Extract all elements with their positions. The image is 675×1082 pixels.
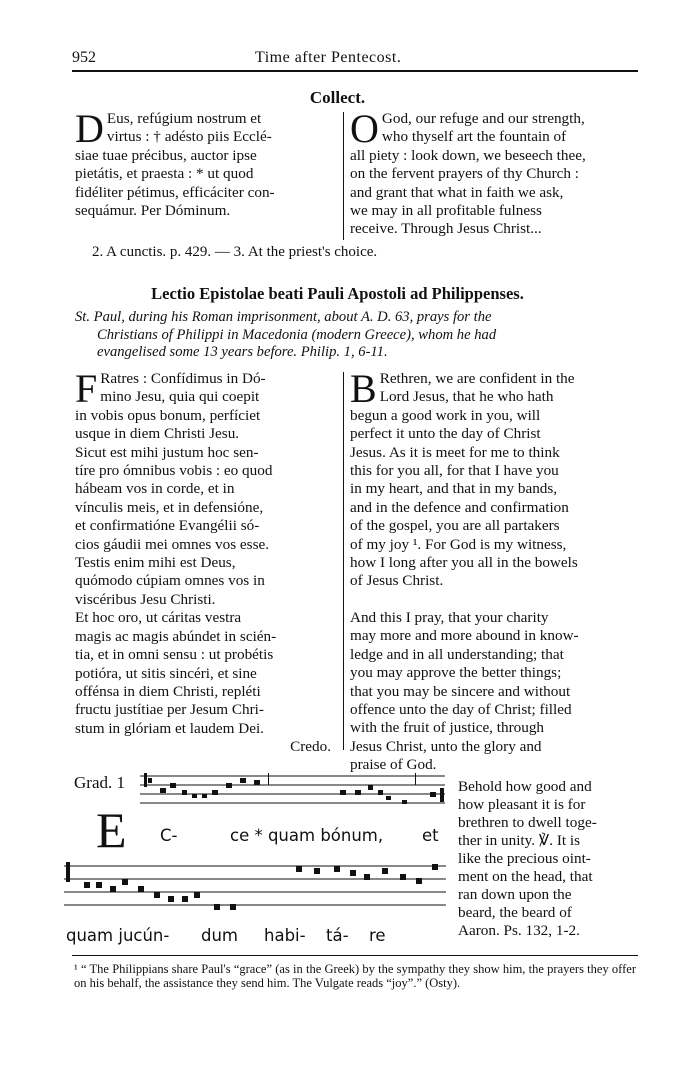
text-line: And this I pray, that your charity xyxy=(350,608,549,626)
text-line: may more and more abound in know- xyxy=(350,627,579,645)
lyric-syllable: et xyxy=(422,826,439,845)
text-line: all piety : look down, we beseech thee, xyxy=(350,146,586,164)
running-title: Time after Pentecost. xyxy=(255,49,402,66)
text-line: usque in diem Christi Jesu. xyxy=(75,425,240,443)
page-number: 952 xyxy=(72,49,96,66)
text-line: you may approve the better things; xyxy=(350,664,562,682)
translation-line: ran down upon the xyxy=(458,886,572,903)
proper-references: 2. A cunctis. p. 429. — 3. At the priest's choice. xyxy=(92,244,378,260)
epistle-english-initial: B xyxy=(350,366,377,411)
text-line: Jesus Christ, unto the glory and xyxy=(350,737,542,755)
text-line xyxy=(350,591,640,609)
text-line: that you may be sincere and without xyxy=(350,682,571,700)
text-line: God, our refuge and our strength, xyxy=(381,110,585,127)
collect-latin xyxy=(75,106,337,220)
text-line: mino Jesu, quia qui coepit xyxy=(100,388,260,406)
text-line: perfect it unto the day of Christ xyxy=(350,425,541,443)
text-line: of my joy ¹. For God is my witness, xyxy=(350,535,567,553)
lyric-syllable: quam jucún- xyxy=(66,926,170,945)
text-line: quómodo cúpiam omnes vos in xyxy=(75,572,265,590)
text-line: cios gáudii mei omnes vos esse. xyxy=(75,535,270,553)
chant-staff-1 xyxy=(140,770,445,812)
translation-line: like the precious oint- xyxy=(458,850,591,867)
header-rule xyxy=(72,70,638,72)
summary-line: St. Paul, during his Roman imprisonment, about A. D. 63, prays for the xyxy=(75,309,492,325)
gradual-initial: E xyxy=(96,802,127,858)
text-line: Lord Jesus, that he who hath xyxy=(379,388,554,406)
text-line: fidéliter pétimus, efficáciter con- xyxy=(75,183,275,201)
footnote: ¹ “ The Philippians share Paul's “grace” (as in the Greek) by the sympathy they show him, the prayers they offer on his behalf, the assistance they send him. The Vulgate reads “joy”.” (Osty). xyxy=(74,962,636,990)
text-line: we may in all profitable fulness xyxy=(350,202,542,220)
collect-english-initial: O xyxy=(350,106,379,151)
text-line: of the gospel, you are all partakers xyxy=(350,517,560,535)
translation-line: ther in unity. ℣. It is xyxy=(458,832,581,849)
collect-latin-initial: D xyxy=(75,106,104,151)
text-line: tíre pro ómnibus vobis : eo quod xyxy=(75,462,273,480)
epistle-summary xyxy=(75,309,640,362)
text-line: Eus, refúgium nostrum et xyxy=(106,110,262,127)
translation-line: Aaron. Ps. 132, 1-2. xyxy=(458,922,580,939)
text-line: and in the defence and confirmation xyxy=(350,498,569,516)
lyric-syllable: re xyxy=(369,926,386,945)
text-line: and grant that what in faith we ask, xyxy=(350,183,564,201)
text-line: offence unto the day of Christ; filled xyxy=(350,700,572,718)
gradual-translation xyxy=(458,778,636,940)
lyric-syllable: ce * quam bónum, xyxy=(230,826,384,845)
chant-staff-2 xyxy=(64,858,446,918)
text-line: praise of God. xyxy=(350,756,437,774)
text-line: Jesus. As it is meet for me to think xyxy=(350,443,560,461)
collect-divider xyxy=(343,112,344,240)
text-line: ledge and in all understanding; that xyxy=(350,645,564,663)
text-line: vínculis meis, et in defensióne, xyxy=(75,498,264,516)
gradual-label xyxy=(74,773,125,793)
lyric-syllable: C- xyxy=(160,826,178,845)
text-line: receive. Through Jesus Christ... xyxy=(350,220,542,238)
text-line: how I long after you all in the bowels xyxy=(350,554,578,572)
epistle-latin-initial: F xyxy=(75,366,98,411)
text-line: this for you all, for that I have you xyxy=(350,462,559,480)
text-line: magis ac magis abúndet in scién- xyxy=(75,627,277,645)
lyric-syllable: tá- xyxy=(326,926,349,945)
text-line: Rethren, we are confident in the xyxy=(379,370,575,387)
text-line: sequámur. Per Dóminum. xyxy=(75,202,231,220)
text-line: viscéribus Jesu Christi. xyxy=(75,590,216,608)
lyric-syllable: habi- xyxy=(264,926,306,945)
text-line: et confirmatióne Evangélii só- xyxy=(75,517,260,535)
translation-line: Behold how good and xyxy=(458,778,592,795)
epistle-divider xyxy=(343,372,344,750)
gradual-mode: 1 xyxy=(116,773,125,792)
translation-line: beard, the beard of xyxy=(458,904,572,921)
footnote-rule xyxy=(72,955,638,956)
epistle-english xyxy=(350,366,640,775)
text-line: tia, et in omni sensu : ut probétis xyxy=(75,646,274,664)
text-line: Ratres : Confídimus in Dó- xyxy=(100,370,266,387)
text-line: Testis enim mihi est Deus, xyxy=(75,554,236,572)
text-line: hábeam vos in corde, et in xyxy=(75,480,235,498)
translation-line: ment on the head, that xyxy=(458,868,593,885)
text-line: Et hoc oro, ut cáritas vestra xyxy=(75,609,242,627)
text-line: Sicut est mihi justum hoc sen- xyxy=(75,443,259,461)
summary-line: Christians of Philippi in Macedonia (modern Greece), whom he had xyxy=(97,326,497,343)
summary-line: evangelised some 13 years before. Philip. 1, 6-11. xyxy=(97,344,388,360)
text-line: in vobis opus bonum, perfíciet xyxy=(75,406,261,424)
text-line: on the fervent prayers of thy Church : xyxy=(350,165,580,183)
text-line: siae tuae précibus, auctor ipse xyxy=(75,146,257,164)
text-line: offénsa in diem Christi, repléti xyxy=(75,682,261,700)
text-line: potióra, ut sitis sincéri, et sine xyxy=(75,664,257,682)
translation-line: how pleasant it is for xyxy=(458,796,586,813)
text-line: fructu justítiae per Jesum Chri- xyxy=(75,701,264,719)
translation-line: brethren to dwell toge- xyxy=(458,814,597,831)
epistle-latin xyxy=(75,366,337,757)
collect-english xyxy=(350,106,640,239)
text-line: pietátis, et praesta : * ut quod xyxy=(75,165,254,183)
text-line: with the fruit of justice, through xyxy=(350,719,545,737)
lyric-syllable: dum xyxy=(201,926,239,945)
text-line: Credo. xyxy=(290,738,331,756)
text-line: who thyself art the fountain of xyxy=(381,128,567,146)
gradual-label-text: Grad. xyxy=(74,773,113,792)
text-line: stum in glóriam et laudem Dei. xyxy=(75,719,264,737)
collect-heading: Collect. xyxy=(309,88,366,107)
text-line: in my heart, and that in my bands, xyxy=(350,480,558,498)
text-line: virtus : † adésto piis Ecclé- xyxy=(106,128,272,146)
epistle-heading: Lectio Epistolae beati Pauli Apostoli ad Philippenses. xyxy=(151,284,524,303)
text-line: of Jesus Christ. xyxy=(350,572,444,590)
text-line: begun a good work in you, will xyxy=(350,406,541,424)
